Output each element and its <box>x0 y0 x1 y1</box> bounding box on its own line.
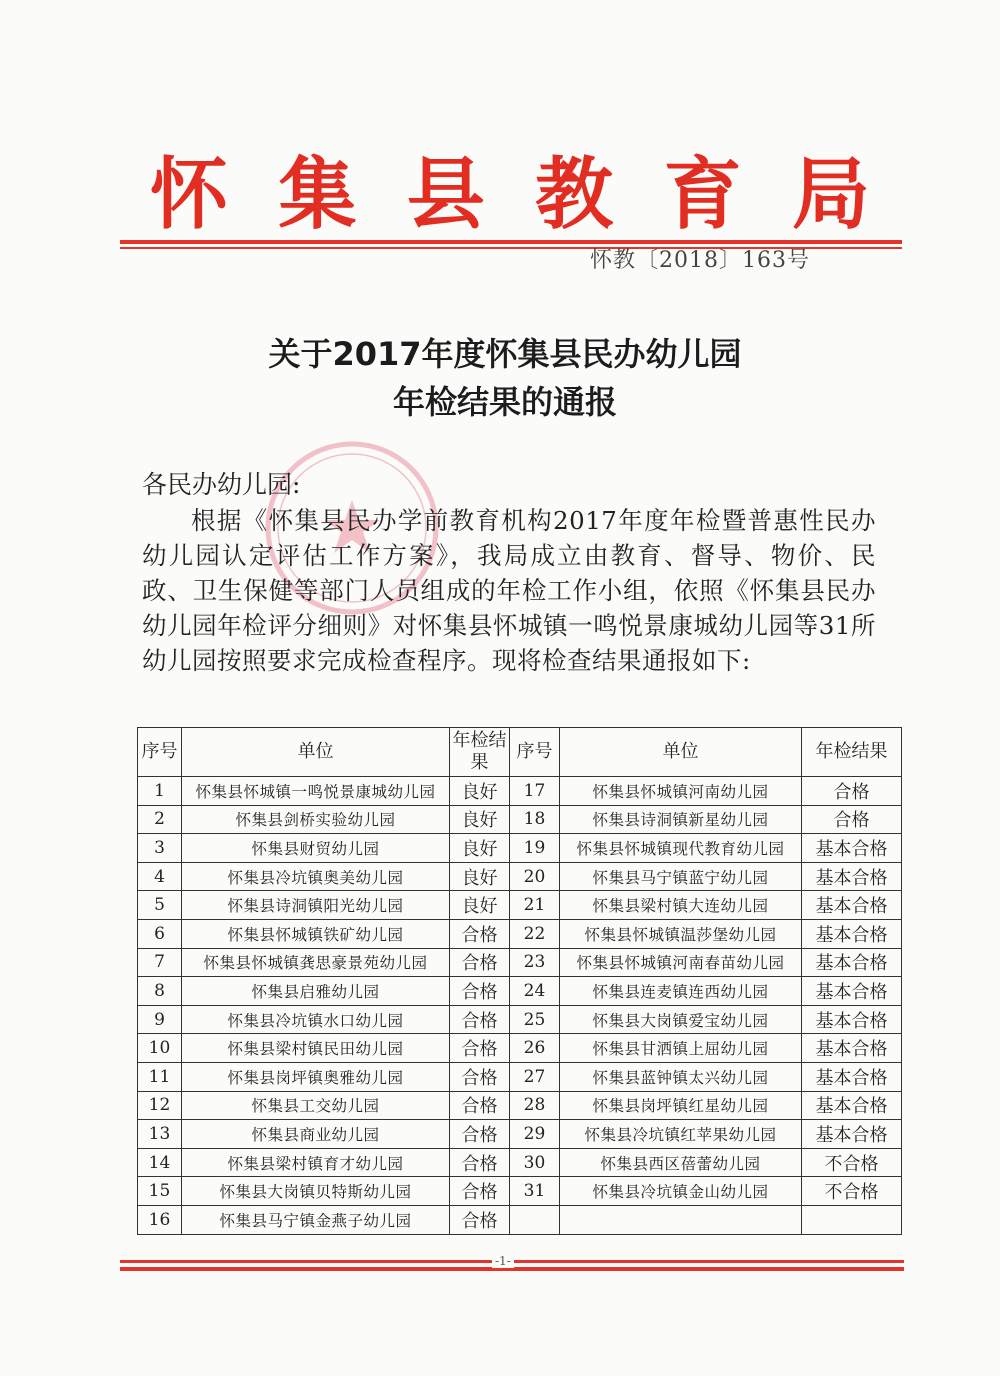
table-row <box>138 948 902 977</box>
result-cell: 合格 <box>450 948 510 977</box>
header-result: 年检结果 <box>802 728 902 777</box>
result-cell: 基本合格 <box>802 834 902 863</box>
result-cell: 基本合格 <box>802 919 902 948</box>
table-body <box>138 777 902 1235</box>
table-row <box>138 1005 902 1034</box>
result-cell: 合格 <box>450 1205 510 1234</box>
seq-cell: 11 <box>138 1062 182 1091</box>
result-cell: 良好 <box>450 805 510 834</box>
seq-cell: 5 <box>138 891 182 920</box>
result-cell: 基本合格 <box>802 1120 902 1149</box>
header-unit: 单位 <box>560 728 802 777</box>
body-paragraph: 根据《怀集县民办学前教育机构2017年度年检暨普惠性民办幼儿园认定评估工作方案》，我局成立由教育、督导、物价、民政、卫生保健等部门人员组成的年检工作小组，依照《怀集县民办幼儿园年检评分细则》对怀集县怀城镇一鸣悦景康城幼儿园等31所幼儿园按照要求完成检查程序。现将检查结果通报如下: <box>142 506 876 675</box>
unit-cell: 怀集县大岗镇爱宝幼儿园 <box>560 1005 802 1034</box>
unit-cell: 怀集县马宁镇金燕子幼儿园 <box>182 1205 450 1234</box>
header-seq: 序号 <box>510 728 560 777</box>
result-cell <box>802 1205 902 1234</box>
result-cell: 不合格 <box>802 1177 902 1206</box>
unit-cell: 怀集县冷坑镇红苹果幼儿园 <box>560 1120 802 1149</box>
salutation: 各民办幼儿园: <box>142 470 301 499</box>
unit-cell: 怀集县诗洞镇阳光幼儿园 <box>182 891 450 920</box>
table-row <box>138 1091 902 1120</box>
result-cell: 良好 <box>450 777 510 806</box>
unit-cell: 怀集县怀城镇河南幼儿园 <box>560 777 802 806</box>
inspection-results-table <box>137 727 902 1235</box>
seq-cell: 8 <box>138 977 182 1006</box>
table-row <box>138 919 902 948</box>
org-char: 教 <box>535 150 614 240</box>
result-cell: 基本合格 <box>802 1034 902 1063</box>
table-header-row <box>138 728 902 777</box>
header-result: 年检结果 <box>450 728 510 777</box>
seq-cell: 10 <box>138 1034 182 1063</box>
table-row <box>138 862 902 891</box>
result-cell: 基本合格 <box>802 1091 902 1120</box>
result-cell: 基本合格 <box>802 1005 902 1034</box>
result-cell: 合格 <box>802 805 902 834</box>
result-cell: 合格 <box>450 1120 510 1149</box>
result-cell: 良好 <box>450 891 510 920</box>
seq-cell: 29 <box>510 1120 560 1149</box>
table-row <box>138 977 902 1006</box>
result-cell: 合格 <box>450 1005 510 1034</box>
result-cell: 良好 <box>450 862 510 891</box>
unit-cell: 怀集县工交幼儿园 <box>182 1091 450 1120</box>
seq-cell: 31 <box>510 1177 560 1206</box>
table-row <box>138 1034 902 1063</box>
seq-cell: 20 <box>510 862 560 891</box>
org-char: 集 <box>278 150 357 240</box>
seq-cell: 9 <box>138 1005 182 1034</box>
unit-cell: 怀集县西区蓓蕾幼儿园 <box>560 1148 802 1177</box>
unit-cell: 怀集县蓝钟镇太兴幼儿园 <box>560 1062 802 1091</box>
result-cell: 合格 <box>450 1062 510 1091</box>
org-char: 县 <box>406 150 485 240</box>
seq-cell: 28 <box>510 1091 560 1120</box>
seq-cell: 18 <box>510 805 560 834</box>
seq-cell: 7 <box>138 948 182 977</box>
unit-cell: 怀集县启雅幼儿园 <box>182 977 450 1006</box>
unit-cell: 怀集县财贸幼儿园 <box>182 834 450 863</box>
unit-cell: 怀集县梁村镇大连幼儿园 <box>560 891 802 920</box>
unit-cell: 怀集县甘洒镇上屈幼儿园 <box>560 1034 802 1063</box>
table-row <box>138 1062 902 1091</box>
org-char: 育 <box>663 150 742 240</box>
unit-cell: 怀集县怀城镇温莎堡幼儿园 <box>560 919 802 948</box>
seq-cell: 21 <box>510 891 560 920</box>
table-row <box>138 1120 902 1149</box>
unit-cell: 怀集县梁村镇育才幼儿园 <box>182 1148 450 1177</box>
table-row <box>138 777 902 806</box>
table-row <box>138 1205 902 1234</box>
unit-cell: 怀集县怀城镇现代教育幼儿园 <box>560 834 802 863</box>
seq-cell: 13 <box>138 1120 182 1149</box>
unit-cell: 怀集县岗坪镇红星幼儿园 <box>560 1091 802 1120</box>
unit-cell: 怀集县诗洞镇新星幼儿园 <box>560 805 802 834</box>
result-cell: 基本合格 <box>802 977 902 1006</box>
seq-cell: 2 <box>138 805 182 834</box>
seq-cell: 1 <box>138 777 182 806</box>
seq-cell: 19 <box>510 834 560 863</box>
unit-cell: 怀集县怀城镇龚思豪景苑幼儿园 <box>182 948 450 977</box>
seq-cell: 12 <box>138 1091 182 1120</box>
seq-cell: 27 <box>510 1062 560 1091</box>
unit-cell: 怀集县冷坑镇奥美幼儿园 <box>182 862 450 891</box>
unit-cell: 怀集县岗坪镇奥雅幼儿园 <box>182 1062 450 1091</box>
table-row <box>138 805 902 834</box>
document-number: 怀教〔2018〕163号 <box>590 248 810 273</box>
result-cell: 基本合格 <box>802 1062 902 1091</box>
issuing-authority-title <box>150 150 870 240</box>
result-cell: 不合格 <box>802 1148 902 1177</box>
seq-cell: 17 <box>510 777 560 806</box>
table-row <box>138 834 902 863</box>
unit-cell: 怀集县剑桥实验幼儿园 <box>182 805 450 834</box>
header-seq: 序号 <box>138 728 182 777</box>
result-cell: 基本合格 <box>802 862 902 891</box>
seq-cell: 15 <box>138 1177 182 1206</box>
seq-cell: 23 <box>510 948 560 977</box>
unit-cell: 怀集县怀城镇河南春苗幼儿园 <box>560 948 802 977</box>
seq-cell: 26 <box>510 1034 560 1063</box>
result-cell: 合格 <box>802 777 902 806</box>
unit-cell: 怀集县怀城镇一鸣悦景康城幼儿园 <box>182 777 450 806</box>
result-cell: 合格 <box>450 1091 510 1120</box>
page-number: -1- <box>492 1254 514 1268</box>
result-cell: 合格 <box>450 1034 510 1063</box>
seq-cell: 6 <box>138 919 182 948</box>
seq-cell: 22 <box>510 919 560 948</box>
unit-cell: 怀集县冷坑镇金山幼儿园 <box>560 1177 802 1206</box>
result-cell: 基本合格 <box>802 891 902 920</box>
unit-cell: 怀集县冷坑镇水口幼儿园 <box>182 1005 450 1034</box>
seq-cell: 24 <box>510 977 560 1006</box>
seq-cell: 25 <box>510 1005 560 1034</box>
seq-cell: 3 <box>138 834 182 863</box>
table-row <box>138 891 902 920</box>
header-unit: 单位 <box>182 728 450 777</box>
result-cell: 良好 <box>450 834 510 863</box>
table-row <box>138 1148 902 1177</box>
unit-cell: 怀集县马宁镇蓝宁幼儿园 <box>560 862 802 891</box>
result-cell: 合格 <box>450 1177 510 1206</box>
unit-cell: 怀集县怀城镇铁矿幼儿园 <box>182 919 450 948</box>
unit-cell: 怀集县商业幼儿园 <box>182 1120 450 1149</box>
seq-cell: 4 <box>138 862 182 891</box>
unit-cell: 怀集县连麦镇连西幼儿园 <box>560 977 802 1006</box>
seq-cell: 14 <box>138 1148 182 1177</box>
seq-cell <box>510 1205 560 1234</box>
org-char: 局 <box>791 150 870 240</box>
title-line-2: 年检结果的通报 <box>392 383 617 421</box>
unit-cell: 怀集县梁村镇民田幼儿园 <box>182 1034 450 1063</box>
seq-cell: 16 <box>138 1205 182 1234</box>
seq-cell: 30 <box>510 1148 560 1177</box>
result-cell: 基本合格 <box>802 948 902 977</box>
document-title <box>140 330 870 426</box>
table-row <box>138 1177 902 1206</box>
result-cell: 合格 <box>450 919 510 948</box>
unit-cell <box>560 1205 802 1234</box>
result-cell: 合格 <box>450 977 510 1006</box>
org-char: 怀 <box>150 150 229 240</box>
result-cell: 合格 <box>450 1148 510 1177</box>
title-line-1: 关于2017年度怀集县民办幼儿园 <box>268 335 742 373</box>
unit-cell: 怀集县大岗镇贝特斯幼儿园 <box>182 1177 450 1206</box>
